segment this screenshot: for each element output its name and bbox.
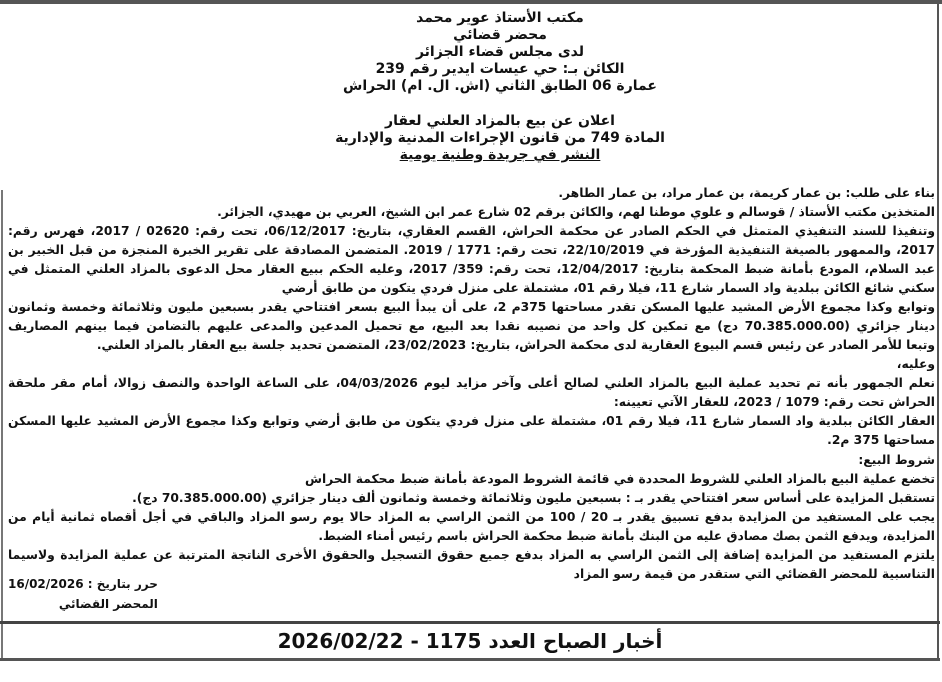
body-line: يجب على المستفيد من المزايدة بدفع تسبيق يقدر بـ 20 / 100 من الثمن الراسي به المزاد حالا يوم رسو المزاد والباقي في أجل أقصاه ثمانية أيام من <box>8 510 935 524</box>
office-court: لدى مجلس قضاء الجزائر <box>415 44 585 60</box>
office-name: مكتب الأستاذ عوير محمد <box>416 10 584 26</box>
office-role: محضر قضائي <box>453 27 547 43</box>
notice-header <box>300 10 700 164</box>
left-border <box>1 190 3 660</box>
top-rule <box>0 0 942 4</box>
signature-title: المحضر القضائي <box>58 597 158 611</box>
sale-conditions-heading: شروط البيع: <box>858 453 935 467</box>
office-address-2: عمارة 06 الطابق الثاني (اش. ال. ام) الحراش <box>343 78 657 94</box>
newspaper-footer: أخبار الصباح العدد 1175 - 2026/02/22 <box>277 629 663 653</box>
body-line: نعلم الجمهور بأنه تم تحديد عملية البيع بالمزاد العلني لصالح أعلى وآخر مزايد ليوم 04/03/2026، على الساعة الواحدة والنصف زوالا، أمام مقر ملحقة <box>8 376 935 390</box>
notice-body <box>8 184 935 584</box>
footer-rule-top <box>0 621 940 624</box>
body-line: تستقبل المزايدة على أساس سعر افتتاحي يقدر بـ : بسبعين مليون وثلاثمائة وخمسة وثمانون ألف دينار جزائري (70.385.000.00 دج). <box>132 491 935 505</box>
body-line: وتوابع وكذا مجموع الأرض المشيد عليها المسكن تقدر مساحتها 375م 2، على أن يبدأ البيع بسعر افتتاحي يقدر بسبعين مليون وثلاثمائة وخمسة وثمانون <box>8 300 935 314</box>
signature-date: حرر بتاريخ : 16/02/2026 <box>8 577 158 591</box>
body-line: يلتزم المستفيد من المزايدة إضافة إلى الثمن الراسي به المزاد بدفع جميع حقوق التسجيل والحقوق الأخرى الناتجة المترتبة عن عملية المزايدة ولاسيما <box>8 548 935 562</box>
notice-publication: النشر في جريدة وطنية يومية <box>399 147 601 163</box>
body-line: المتخذين مكتب الأستاذ / قوسالم و علوي موطنا لهم، والكائن برقم 02 شارع عمر ابن الشيخ، العربي بن مهيدي، الجزائر. <box>217 205 935 219</box>
body-line: تخضع عملية البيع بالمزاد العلني للشروط المحددة في قائمة الشروط المودعة بأمانة ضبط محكمة الحراش <box>304 472 935 486</box>
body-line: التناسبية للمحضر القضائي التي ستقدر من قيمة رسو المزاد <box>573 567 935 581</box>
body-line: مساحتها 375 م2. <box>827 433 935 447</box>
footer-rule-bottom <box>0 658 940 661</box>
body-line: دينار جزائري (70.385.000.00 دج) مع تمكين كل واحد من نصيبه نقدا بعد البيع، مع تحميل المدعين والمدعى عليهم بالتضامن فيما بينهم المصاريف <box>8 319 935 333</box>
body-line: 2017، والممهور بالصيغة التنفيذية المؤرخة في 22/10/2019، تحت رقم: 1771 / 2019. المتضمن المصادقة على تقرير الخبرة المنجزة من قبل الخبير بن <box>8 243 935 257</box>
office-address: الكائن بـ: حي عيسات ايدير رقم 239 <box>375 61 625 77</box>
body-line: وعليه، <box>896 357 935 371</box>
body-line: المزايدة، ويدفع الثمن بصك مصادق عليه من البنك بأمانة ضبط محكمة الحراش باسم رئيس أمناء الضبط. <box>318 529 935 543</box>
body-line: الحراش تحت رقم: 1079 / 2023، للعقار الآتي تعيينه: <box>613 395 935 409</box>
body-line: بناء على طلب: بن عمار كريمة، بن عمار مراد، بن عمار الطاهر. <box>558 186 935 200</box>
body-line: عبد السلام، المودع بأمانة ضبط المحكمة بتاريخ: 12/04/2017، تحت رقم: 359/ 2017، وعليه الحكم ببيع العقار محل الدعوى بالمزاد العلني المتمثل في <box>8 262 935 276</box>
body-line: وتنفيذا للسند التنفيذي المتمثل في الحكم الصادر عن محكمة الحراش، القسم العقاري، بتاريخ: 06/12/2017، تحت رقم: 02620 / 2017، فهرس رقم: <box>8 224 935 238</box>
body-line: وتبعا للأمر الصادر عن رئيس قسم البيوع العقارية لدى محكمة الحراش، بتاريخ: 23/02/2023، المتضمن تحديد جلسة بيع العقار بالمزاد العلني. <box>96 338 935 352</box>
right-border <box>937 0 939 660</box>
body-line: العقار الكائن ببلدية واد السمار شارع 11، فيلا رقم 01، مشتملة على منزل فردي يتكون من طابق أرضي وتوابع وكذا مجموع الأرض المشيد عليها المسكن <box>8 414 935 428</box>
body-line: سكني شائع الكائن ببلدية واد السمار شارع 11، فيلا رقم 01، مشتملة على منزل فردي يتكون من طابق أرضي <box>281 281 935 295</box>
signature-block <box>8 574 158 614</box>
notice-legal-article: المادة 749 من قانون الإجراءات المدنية والإدارية <box>335 130 665 146</box>
notice-title: اعلان عن بيع بالمزاد العلني لعقار <box>385 113 615 129</box>
